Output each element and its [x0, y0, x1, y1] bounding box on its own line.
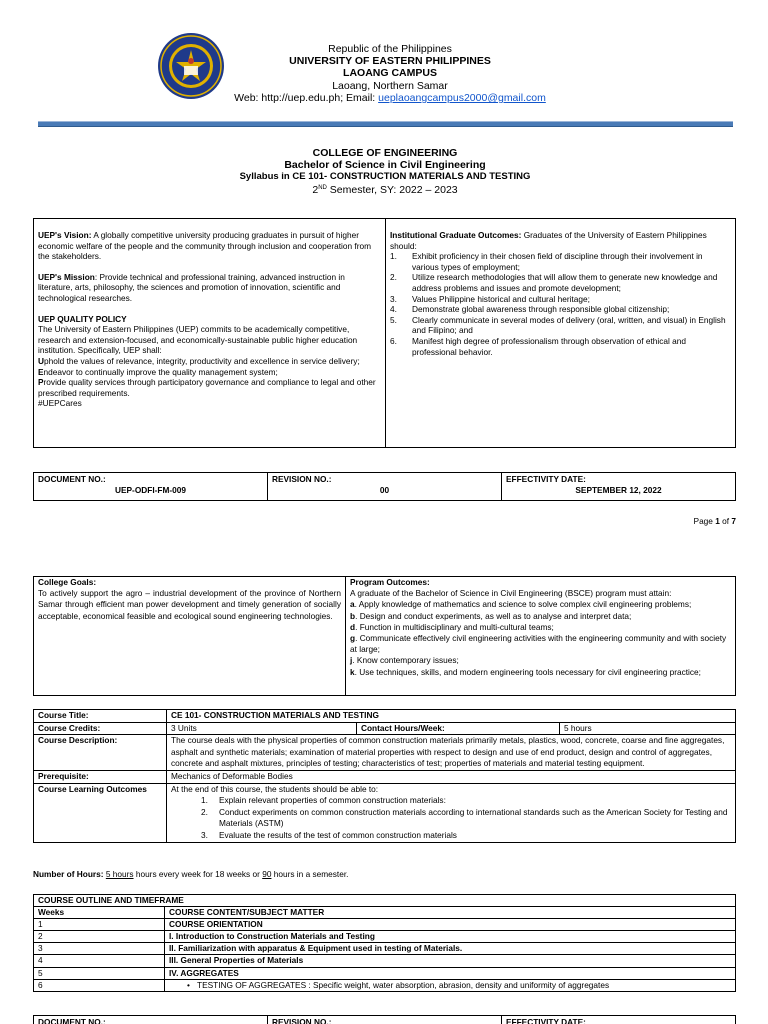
outcome-key: j	[350, 655, 353, 666]
effectivity-date-label: EFFECTIVITY DATE:	[506, 474, 586, 484]
item-number: 6.	[390, 335, 397, 346]
week-cell: 2	[34, 931, 165, 943]
university-name: UNIVERSITY OF EASTERN PHILIPPINES	[289, 55, 491, 67]
policy-block	[38, 314, 381, 409]
item-number: 5.	[390, 314, 397, 325]
document-no-cell	[34, 1016, 268, 1024]
revision-no-value: 00	[379, 485, 390, 495]
list-item	[390, 294, 731, 305]
list-item	[350, 611, 731, 622]
mission-label: UEP's Mission	[38, 271, 95, 282]
column-header-content: COURSE CONTENT/SUBJECT MATTER	[165, 907, 736, 919]
hours-weekly: 5 hours	[105, 869, 134, 879]
list-item	[171, 807, 731, 830]
outcome-text: . Communicate effectively civil engineering activities with the engineering community and with society at large;	[350, 633, 727, 655]
header-divider	[38, 121, 733, 127]
table-row	[34, 919, 736, 931]
hours-label: Number of Hours:	[33, 869, 104, 879]
revision-no-label: REVISION NO.:	[272, 474, 332, 484]
course-credits-value: 3 Units	[167, 722, 357, 735]
mission-text: : Provide technical and professional training, advanced instruction in literature, arts, philosophy, the sciences and promotion of innovation, scientific and technological researches.	[38, 271, 345, 303]
policy-p-text: rovide quality services through participatory governance and compliance to legal and other prescribed requirements.	[38, 377, 376, 398]
list-item	[350, 667, 731, 678]
list-item	[350, 633, 731, 655]
policy-e-text: ndeavor to continually improve the quality management system;	[43, 366, 278, 377]
content-cell: I. Introduction to Construction Materials and Testing	[165, 931, 736, 943]
effectivity-date-value: SEPTEMBER 12, 2022	[575, 485, 662, 495]
week-cell: 6	[34, 979, 165, 991]
week-cell: 5	[34, 967, 165, 979]
contact-hours-label: Contact Hours/Week:	[357, 722, 560, 735]
hours-end: hours in a semester.	[271, 869, 349, 879]
vision-label: UEP's Vision:	[38, 230, 92, 240]
vision-outcomes-box	[33, 218, 736, 448]
policy-hashtag: #UEPCares	[38, 398, 82, 409]
learning-outcomes-value	[167, 783, 736, 842]
list-item	[171, 795, 731, 807]
item-text: Demonstrate global awareness through responsible global citizenship;	[412, 304, 670, 315]
vision-text: A globally competitive university producing graduates in pursuit of higher economic welfare of the people and the community through inclusion and cooperation from the stakeholders.	[38, 230, 371, 262]
list-item	[390, 251, 731, 272]
table-row	[34, 931, 736, 943]
course-description-value: The course deals with the physical properties of common construction materials primarily metals, plastics, wood, concrete, coarse and fine aggregates, asphalt and synthetic materials; examination of material properties with respect to design and use of end product, design and control of aggregates, concrete and asphalt mixtures, principles of testing; characteristics of test; properties of materials and material testing equipment.	[167, 735, 736, 771]
list-item	[390, 336, 731, 357]
table-row	[34, 710, 736, 723]
policy-u	[38, 356, 381, 367]
semester-text: Semester, SY: 2022 – 2023	[326, 184, 458, 196]
content-cell: COURSE ORIENTATION	[165, 919, 736, 931]
table-row	[34, 967, 736, 979]
item-number: 1.	[201, 795, 208, 806]
table-row	[34, 907, 736, 919]
table-row	[34, 979, 736, 991]
policy-e-letter: E	[38, 366, 44, 377]
syllabus-title: Syllabus in CE 101- CONSTRUCTION MATERIALS AND TESTING	[239, 171, 531, 182]
table-row	[34, 770, 736, 783]
week-cell: 1	[34, 919, 165, 931]
email-link[interactable]: ueplaoangcampus2000@gmail.com	[378, 92, 546, 104]
content-cell: IV. AGGREGATES	[165, 967, 736, 979]
revision-no-cell	[268, 1016, 502, 1024]
list-item	[350, 622, 731, 633]
policy-e	[38, 367, 381, 378]
web-prefix: Web: http://uep.edu.ph; Email:	[234, 92, 379, 104]
page-number	[640, 516, 736, 526]
document-info-table	[33, 472, 736, 501]
prerequisite-label: Prerequisite:	[34, 770, 167, 783]
list-item	[390, 272, 731, 293]
list-item	[350, 599, 731, 610]
program-outcomes-label: Program Outcomes:	[350, 577, 430, 587]
hours-total: 90	[262, 869, 272, 879]
outcomes-intro	[390, 230, 731, 251]
course-outline-table	[33, 894, 736, 992]
item-text: Evaluate the results of the test of common construction materials	[219, 829, 457, 840]
program-outcomes-intro: A graduate of the Bachelor of Science in Civil Engineering (BSCE) program must attain:	[350, 588, 672, 599]
page-total: 7	[731, 516, 736, 526]
week-cell: 3	[34, 943, 165, 955]
outcome-key: g	[350, 633, 356, 644]
item-text: Exhibit proficiency in their chosen field of discipline through their involvement in various types of employment;	[412, 251, 703, 272]
table-row	[34, 735, 736, 771]
outcome-text: . Know contemporary issues;	[352, 655, 459, 666]
policy-p	[38, 377, 381, 398]
outcome-key: k	[350, 666, 355, 677]
item-text: Conduct experiments on common construction materials according to international standards such as the American Society for Testing and Materials (ASTM)	[219, 806, 728, 829]
item-number: 3.	[201, 829, 208, 840]
vision-column	[34, 219, 386, 447]
item-text: Explain relevant properties of common construction materials:	[219, 795, 446, 806]
document-no-value: UEP-ODFI-FM-009	[115, 485, 186, 495]
vision-paragraph	[38, 230, 381, 262]
policy-text: The University of Eastern Philippines (UEP) commits to be academically competitive, research and extension-focused, and economically-sustainable public higher education institution. Specifically, UEP shall:	[38, 324, 358, 356]
course-info-table	[33, 709, 736, 843]
outcome-text: . Function in multidisciplinary and multi-cultural teams;	[355, 621, 554, 632]
policy-u-text: phold the values of relevance, integrity, productivity and excellence in service delivery;	[44, 355, 360, 366]
list-item	[390, 315, 731, 336]
table-row	[34, 955, 736, 967]
outcomes-column	[386, 219, 735, 447]
course-credits-label: Course Credits:	[34, 722, 167, 735]
table-row	[34, 943, 736, 955]
web-email-line	[200, 92, 580, 104]
page-prefix: Page	[693, 516, 716, 526]
learning-outcomes-intro: At the end of this course, the students should be able to:	[171, 783, 379, 794]
outcome-text: . Design and conduct experiments, as well as to analyse and interpret data;	[355, 610, 632, 621]
item-text: Manifest high degree of professionalism through observation of ethical and professional behavior.	[412, 335, 686, 357]
item-number: 3.	[390, 293, 397, 304]
content-cell	[165, 979, 736, 991]
outcomes-label: Institutional Graduate Outcomes:	[390, 230, 522, 240]
prerequisite-value: Mechanics of Deformable Bodies	[167, 770, 736, 783]
hours-mid: hours every week for 18 weeks or	[133, 869, 263, 879]
item-number: 2.	[390, 272, 397, 283]
item-text: Clearly communicate in several modes of delivery (oral, written, and visual) in English and Filipino; and	[412, 314, 726, 336]
item-text: Utilize research methodologies that will allow them to generate new knowledge and address problems and issues and promote development;	[412, 272, 718, 293]
outcomes-list	[390, 251, 731, 357]
content-cell: II. Familiarization with apparatus & Equipment used in testing of Materials.	[165, 943, 736, 955]
week-cell: 4	[34, 955, 165, 967]
outcome-key: b	[350, 610, 356, 621]
page-current: 1	[715, 516, 720, 526]
course-title-value: CE 101- CONSTRUCTION MATERIALS AND TESTING	[167, 710, 736, 723]
revision-no-cell	[268, 473, 502, 500]
outcome-text: . Apply knowledge of mathematics and science to solve complex civil engineering problems;	[354, 599, 692, 610]
outcomes-intro-text: Graduates of the University of Eastern Philippines should:	[390, 230, 707, 251]
campus-name: LAOANG CAMPUS	[343, 67, 437, 79]
college-goals-column	[34, 577, 346, 695]
item-text: Values Philippine historical and cultural heritage;	[412, 293, 590, 304]
course-description-label: Course Description:	[34, 735, 167, 771]
page-of: of	[719, 516, 732, 526]
semester-number: 2	[312, 184, 319, 196]
item-number: 2.	[201, 806, 208, 817]
outcome-key: d	[350, 621, 356, 632]
college-goals-text: To actively support the agro – industrial development of the province of Northern Samar through efficient man power development and timely generation of socially acceptable, economical feasible and ecological sound engineering technologies.	[38, 588, 341, 621]
contact-hours-value: 5 hours	[560, 722, 736, 735]
document-no-label: DOCUMENT NO.:	[38, 1017, 106, 1024]
column-header-weeks: Weeks	[34, 907, 165, 919]
list-item	[350, 655, 731, 666]
table-row	[34, 895, 736, 907]
content-cell: III. General Properties of Materials	[165, 955, 736, 967]
campus-location: Laoang, Northern Samar	[332, 80, 448, 92]
document-no-cell	[34, 473, 268, 500]
revision-no-label: REVISION NO.:	[272, 1017, 332, 1024]
goals-outcomes-box	[33, 576, 736, 696]
effectivity-date-cell	[502, 473, 735, 500]
document-no-label: DOCUMENT NO.:	[38, 474, 106, 484]
item-number: 1.	[390, 251, 397, 262]
program-title: Bachelor of Science in Civil Engineering	[284, 159, 486, 171]
program-outcomes-column	[346, 577, 735, 695]
mission-paragraph	[38, 272, 381, 304]
outcome-key: a	[350, 599, 355, 610]
table-row	[34, 722, 736, 735]
list-item	[171, 830, 731, 842]
policy-label: UEP QUALITY POLICY	[38, 313, 127, 324]
college-goals-label: College Goals:	[38, 577, 97, 587]
footer-document-info-table	[33, 1015, 736, 1024]
outline-title: COURSE OUTLINE AND TIMEFRAME	[34, 895, 736, 907]
effectivity-date-cell	[502, 1016, 735, 1024]
republic-line: Republic of the Philippines	[328, 43, 452, 55]
outcome-text: . Use techniques, skills, and modern engineering tools necessary for civil engineering practice;	[354, 666, 701, 677]
college-title: COLLEGE OF ENGINEERING	[312, 147, 458, 159]
course-title-label: Course Title:	[34, 710, 167, 723]
effectivity-date-label: EFFECTIVITY DATE:	[506, 1017, 586, 1024]
learning-outcomes-list	[171, 795, 731, 841]
bullet-icon: •	[187, 979, 190, 990]
semester-line	[100, 184, 670, 196]
table-row	[34, 783, 736, 842]
list-item	[390, 304, 731, 315]
number-of-hours	[33, 869, 348, 879]
content-text: TESTING OF AGGREGATES : Specific weight, water absorption, abrasion, density and uniformity of aggregates	[197, 979, 610, 990]
policy-p-letter: P	[38, 377, 44, 388]
learning-outcomes-label: Course Learning Outcomes	[34, 783, 167, 842]
item-number: 4.	[390, 304, 397, 315]
semester-suffix: ND	[318, 185, 327, 191]
policy-u-letter: U	[38, 355, 44, 366]
